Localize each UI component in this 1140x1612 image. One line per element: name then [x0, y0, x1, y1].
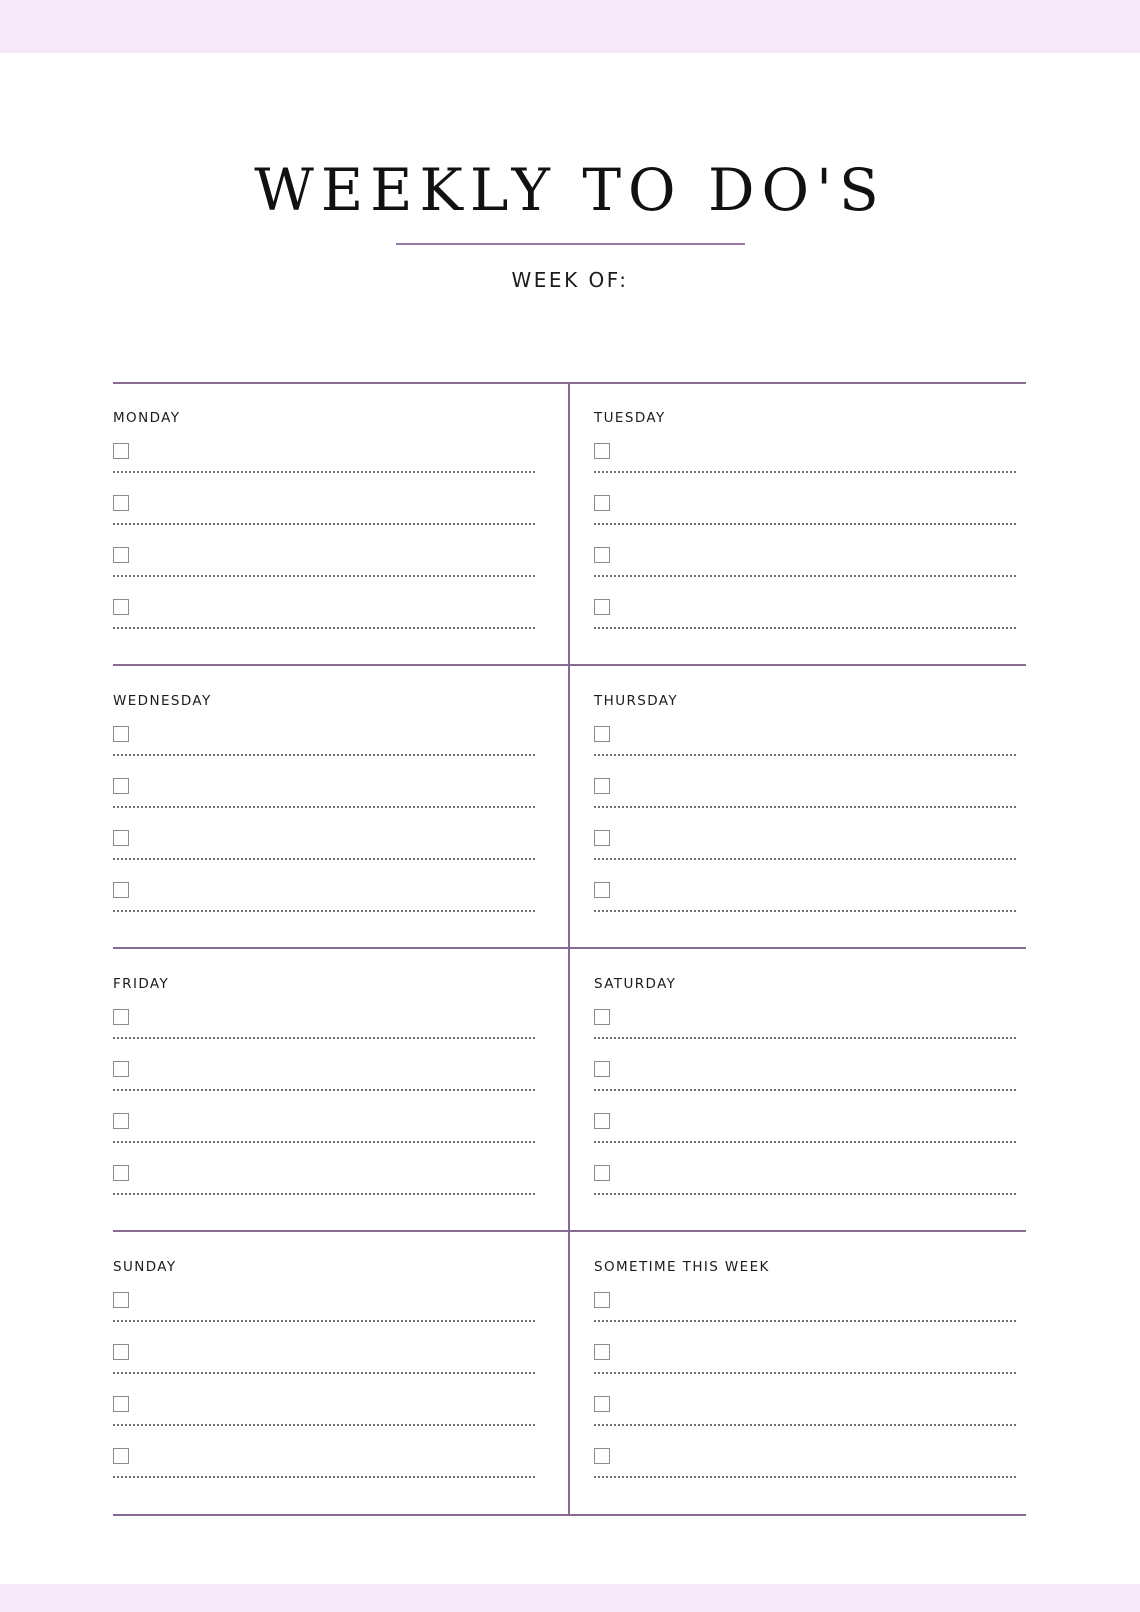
task-checkbox[interactable]	[113, 882, 129, 898]
task-row	[113, 1396, 535, 1448]
page-title: WEEKLY TO DO'S	[254, 156, 886, 224]
section-wednesday	[113, 667, 537, 948]
task-line[interactable]	[594, 806, 1016, 808]
task-checkbox[interactable]	[113, 726, 129, 742]
task-checkbox[interactable]	[113, 830, 129, 846]
section-friday	[113, 950, 537, 1231]
task-checkbox[interactable]	[113, 495, 129, 511]
task-row	[113, 1165, 535, 1217]
task-row	[594, 1292, 1016, 1344]
task-row	[594, 1113, 1016, 1165]
task-row	[113, 1009, 535, 1061]
section-title: FRIDAY	[113, 976, 170, 992]
task-row	[113, 1448, 535, 1500]
task-line[interactable]	[594, 1089, 1016, 1091]
task-line[interactable]	[594, 1141, 1016, 1143]
task-line[interactable]	[594, 627, 1016, 629]
task-line[interactable]	[113, 471, 535, 473]
task-row	[113, 599, 535, 651]
week-of-label: WEEK OF:	[511, 268, 629, 292]
task-line[interactable]	[113, 754, 535, 756]
task-checkbox[interactable]	[594, 495, 610, 511]
task-row	[113, 830, 535, 882]
task-row	[113, 1061, 535, 1113]
task-checkbox[interactable]	[113, 1448, 129, 1464]
task-line[interactable]	[113, 1193, 535, 1195]
section-title: SUNDAY	[113, 1259, 177, 1275]
task-line[interactable]	[113, 1141, 535, 1143]
task-checkbox[interactable]	[594, 1113, 610, 1129]
section-saturday	[594, 950, 1018, 1231]
section-thursday	[594, 667, 1018, 948]
task-line[interactable]	[113, 1424, 535, 1426]
task-checkbox[interactable]	[113, 1292, 129, 1308]
task-checkbox[interactable]	[594, 1061, 610, 1077]
task-checkbox[interactable]	[113, 1009, 129, 1025]
task-checkbox[interactable]	[113, 443, 129, 459]
title-underline	[396, 243, 745, 245]
task-row	[594, 599, 1016, 651]
task-line[interactable]	[113, 910, 535, 912]
task-line[interactable]	[113, 627, 535, 629]
task-row	[594, 726, 1016, 778]
task-row	[113, 547, 535, 599]
task-checkbox[interactable]	[113, 1165, 129, 1181]
task-checkbox[interactable]	[113, 1344, 129, 1360]
task-line[interactable]	[113, 806, 535, 808]
task-checkbox[interactable]	[594, 882, 610, 898]
weekly-grid	[113, 382, 1026, 1516]
task-checkbox[interactable]	[113, 599, 129, 615]
task-line[interactable]	[113, 1089, 535, 1091]
task-row	[113, 1113, 535, 1165]
task-row	[594, 443, 1016, 495]
task-checkbox[interactable]	[113, 547, 129, 563]
section-tuesday	[594, 384, 1018, 665]
task-line[interactable]	[594, 1424, 1016, 1426]
task-checkbox[interactable]	[113, 778, 129, 794]
task-checkbox[interactable]	[594, 443, 610, 459]
task-line[interactable]	[594, 471, 1016, 473]
task-row	[594, 1344, 1016, 1396]
task-row	[594, 778, 1016, 830]
bottom-decorative-band	[0, 1584, 1140, 1612]
top-decorative-band	[0, 0, 1140, 53]
task-row	[594, 547, 1016, 599]
task-line[interactable]	[594, 910, 1016, 912]
task-line[interactable]	[594, 1372, 1016, 1374]
task-line[interactable]	[594, 523, 1016, 525]
task-checkbox[interactable]	[113, 1396, 129, 1412]
task-checkbox[interactable]	[594, 599, 610, 615]
section-sometime-this-week	[594, 1233, 1018, 1514]
task-line[interactable]	[594, 858, 1016, 860]
section-title: WEDNESDAY	[113, 693, 212, 709]
task-row	[594, 1396, 1016, 1448]
task-checkbox[interactable]	[594, 1009, 610, 1025]
task-checkbox[interactable]	[594, 1292, 610, 1308]
task-row	[594, 882, 1016, 934]
task-row	[113, 778, 535, 830]
section-title: MONDAY	[113, 410, 181, 426]
task-checkbox[interactable]	[594, 1396, 610, 1412]
task-row	[113, 443, 535, 495]
task-row	[594, 830, 1016, 882]
section-title: SATURDAY	[594, 976, 677, 992]
task-row	[594, 1448, 1016, 1500]
task-line[interactable]	[594, 575, 1016, 577]
task-line[interactable]	[594, 1193, 1016, 1195]
task-checkbox[interactable]	[594, 830, 610, 846]
section-title: THURSDAY	[594, 693, 679, 709]
task-checkbox[interactable]	[113, 1113, 129, 1129]
task-row	[113, 882, 535, 934]
task-checkbox[interactable]	[594, 1165, 610, 1181]
task-row	[594, 495, 1016, 547]
task-checkbox[interactable]	[594, 1344, 610, 1360]
task-row	[113, 1344, 535, 1396]
task-checkbox[interactable]	[594, 547, 610, 563]
task-row	[113, 1292, 535, 1344]
task-checkbox[interactable]	[594, 778, 610, 794]
task-line[interactable]	[594, 1476, 1016, 1478]
section-monday	[113, 384, 537, 665]
task-line[interactable]	[113, 1476, 535, 1478]
section-sunday	[113, 1233, 537, 1514]
grid-center-divider	[568, 382, 570, 1516]
task-line[interactable]	[113, 1372, 535, 1374]
task-line[interactable]	[113, 575, 535, 577]
task-line[interactable]	[113, 858, 535, 860]
task-row	[594, 1009, 1016, 1061]
task-line[interactable]	[113, 1320, 535, 1322]
task-line[interactable]	[594, 1320, 1016, 1322]
task-checkbox[interactable]	[594, 1448, 610, 1464]
task-line[interactable]	[594, 754, 1016, 756]
task-row	[594, 1165, 1016, 1217]
task-line[interactable]	[113, 1037, 535, 1039]
section-title: SOMETIME THIS WEEK	[594, 1259, 770, 1275]
task-line[interactable]	[113, 523, 535, 525]
task-row	[113, 726, 535, 778]
task-checkbox[interactable]	[113, 1061, 129, 1077]
task-line[interactable]	[594, 1037, 1016, 1039]
task-row	[594, 1061, 1016, 1113]
task-row	[113, 495, 535, 547]
task-checkbox[interactable]	[594, 726, 610, 742]
section-title: TUESDAY	[594, 410, 666, 426]
